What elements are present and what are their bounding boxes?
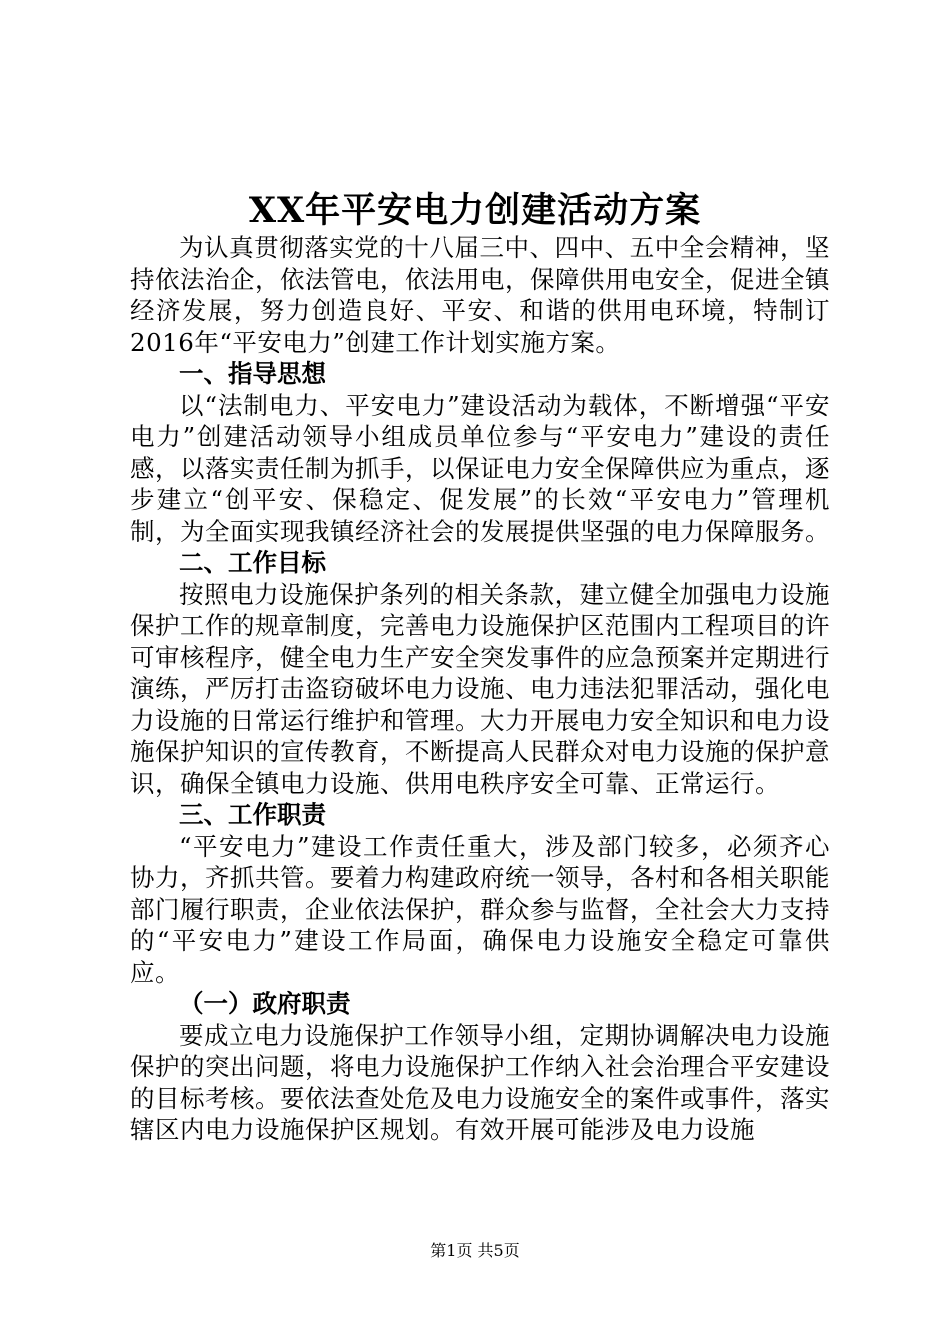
work-goals-paragraph: 按照电力设施保护条列的相关条款，建立健全加强电力设施保护工作的规章制度，完善电力设施保护区范围内工程项目的许可审核程序，健全电力生产安全突发事件的应急预案并定期进行演练，严厉打击盗窃破坏电力设施、电力违法犯罪活动，强化电力设施的日常运行维护和管理。大力开展电力安全知识和电力设施保护知识的宣传教育，不断提高人民群众对电力设施的保护意识，确保全镇电力设施、供用电秩序安全可靠、正常运行。 <box>130 579 830 798</box>
subsection-heading-government-duties: （一）政府职责 <box>179 989 351 1018</box>
page-number-footer: 第1页 共5页 <box>430 1241 520 1260</box>
guiding-ideology-paragraph: 以“法制电力、平安电力”建设活动为载体，不断增强“平安电力”创建活动领导小组成员单位参与“平安电力”建设的责任感，以落实责任制为抓手，以保证电力安全保障供应为重点，逐步建立“创平安、保稳定、促发展”的长效“平安电力”管理机制，为全面实现我镇经济社会的发展提供坚强的电力保障服务。 <box>130 390 830 546</box>
government-duties-paragraph: 要成立电力设施保护工作领导小组，定期协调解决电力设施保护的突出问题，将电力设施保护工作纳入社会治理合平安建设的目标考核。要依法查处危及电力设施安全的案件或事件，落实辖区内电力设施保护区规划。有效开展可能涉及电力设施 <box>130 1020 830 1144</box>
document-body <box>130 232 830 1146</box>
intro-paragraph: 为认真贯彻落实党的十八届三中、四中、五中全会精神，坚持依法治企，依法管电，依法用电，保障供用电安全，促进全镇经济发展，努力创造良好、平安、和谐的供用电环境，特制订2016年“平安电力”创建工作计划实施方案。 <box>130 233 830 357</box>
document-title: XX年平安电力创建活动方案 <box>248 190 702 231</box>
section-heading-guiding-ideology: 一、指导思想 <box>179 359 326 388</box>
section-heading-work-duties: 三、工作职责 <box>179 800 326 829</box>
section-heading-work-goals: 二、工作目标 <box>179 548 326 577</box>
work-duties-paragraph: “平安电力”建设工作责任重大，涉及部门较多，必须齐心协力，齐抓共管。要着力构建政府统一领导，各村和各相关职能部门履行职责，企业依法保护，群众参与监督，全社会大力支持的“平安电力”建设工作局面，确保电力设施安全稳定可靠供应。 <box>130 831 830 987</box>
